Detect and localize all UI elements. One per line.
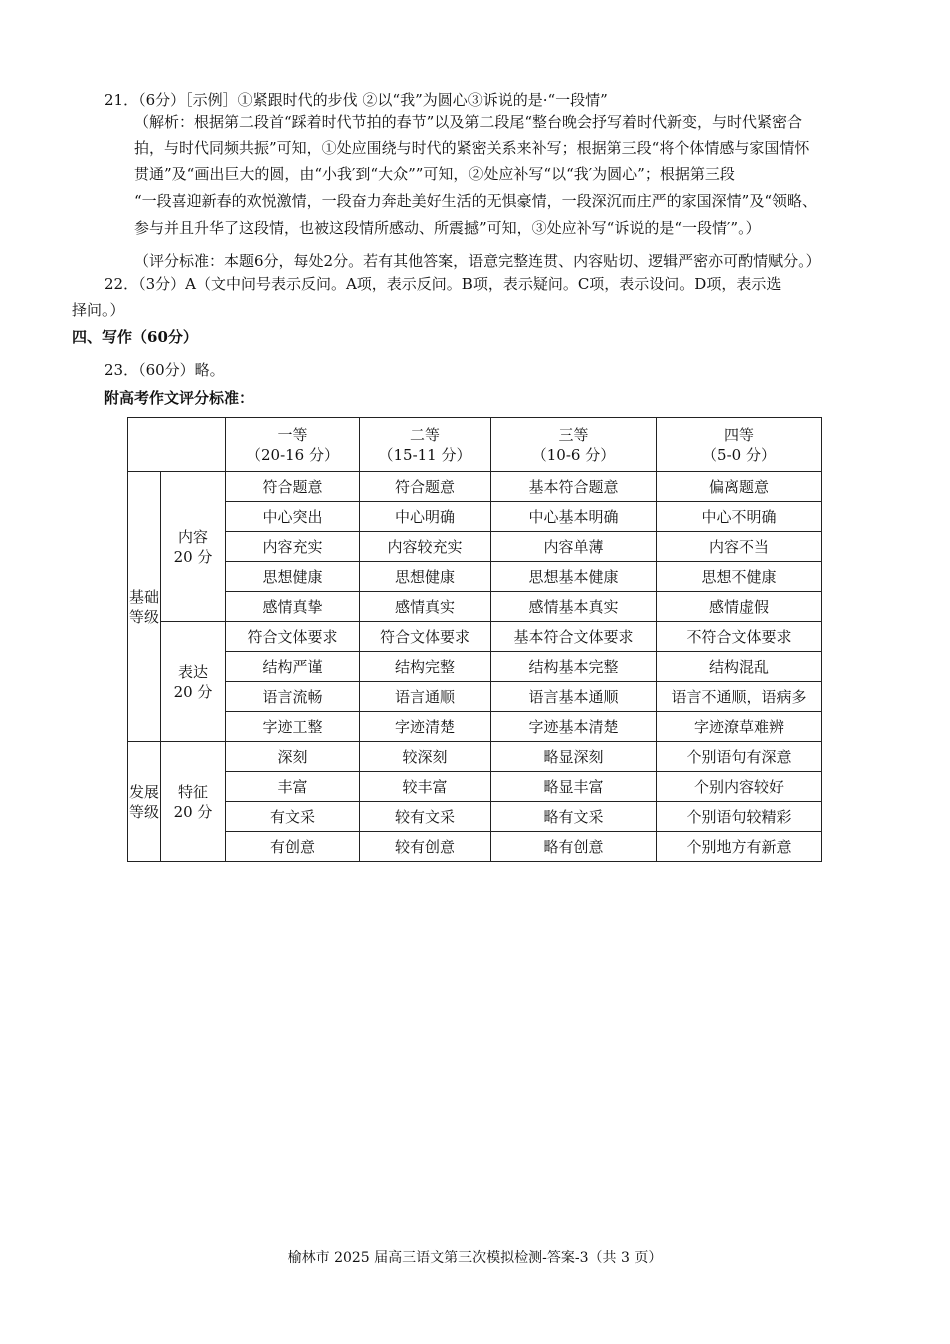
table-cell: 中心基本明确 [491, 502, 657, 532]
header-grade-2: 二等 （15-11 分） [360, 418, 491, 472]
table-cell: 语言流畅 [226, 682, 360, 712]
header-grade-1: 一等 （20-16 分） [226, 418, 360, 472]
table-row [128, 592, 822, 622]
table-cell: 偏离题意 [657, 472, 822, 502]
table-cell: 中心明确 [360, 502, 491, 532]
table-cell: 感情基本真实 [491, 592, 657, 622]
table-row [128, 472, 822, 502]
q21-analysis-line-5: 参与并且升华了这段情，也被这段情所感动、所震撼”可知，③处应补写“诉说的是“一段情′”。） [134, 219, 761, 237]
table-cell: 略有创意 [491, 832, 657, 862]
table-cell: 结构混乱 [657, 652, 822, 682]
table-cell: 语言通顺 [360, 682, 491, 712]
feature-category-cell: 特征 20 分 [161, 742, 226, 862]
table-cell: 符合文体要求 [226, 622, 360, 652]
table-row [128, 832, 822, 862]
level-dev-cell: 发展等级 [128, 742, 161, 862]
table-cell: 语言基本通顺 [491, 682, 657, 712]
table-cell: 略有文采 [491, 802, 657, 832]
table-cell: 字迹清楚 [360, 712, 491, 742]
table-cell: 基本符合文体要求 [491, 622, 657, 652]
table-cell: 思想健康 [360, 562, 491, 592]
section-4-title: 四、写作（60分） [72, 328, 198, 346]
q23-text: 23．（60分）略。 [104, 361, 225, 379]
table-cell: 字迹潦草难辨 [657, 712, 822, 742]
table-cell: 结构严谨 [226, 652, 360, 682]
table-cell: 较有创意 [360, 832, 491, 862]
table-cell: 不符合文体要求 [657, 622, 822, 652]
table-cell: 结构基本完整 [491, 652, 657, 682]
q21-analysis-line-2: 拍，与时代同频共振”可知，①处应围绕与时代的紧密关系来补写；根据第三段“将个体情感与家国情怀 [134, 139, 810, 157]
q21-analysis-line-4: “一段喜迎新春的欢悦激情，一段奋力奔赴美好生活的无惧豪情，一段深沉而庄严的家国深情”及“领略、 [134, 192, 818, 210]
q22-line-1: 22．（3分）A（文中问号表示反问。A项，表示反问。B项，表示疑问。C项，表示设问。D项，表示选 [104, 275, 782, 293]
table-row [128, 562, 822, 592]
table-row [128, 772, 822, 802]
table-cell: 内容不当 [657, 532, 822, 562]
table-cell: 结构完整 [360, 652, 491, 682]
table-cell: 较深刻 [360, 742, 491, 772]
header-grade-4: 四等 （5-0 分） [657, 418, 822, 472]
table-row [128, 622, 822, 652]
table-cell: 个别内容较好 [657, 772, 822, 802]
table-cell: 内容较充实 [360, 532, 491, 562]
table-cell: 略显丰富 [491, 772, 657, 802]
table-cell: 语言不通顺，语病多 [657, 682, 822, 712]
table-cell: 符合题意 [226, 472, 360, 502]
table-cell: 字迹工整 [226, 712, 360, 742]
table-cell: 感情虚假 [657, 592, 822, 622]
expression-category-cell: 表达 20 分 [161, 622, 226, 742]
q22-line-2: 择问。） [72, 301, 125, 319]
table-cell: 个别语句有深意 [657, 742, 822, 772]
q21-criteria: （评分标准：本题6分，每处2分。若有其他答案，语意完整连贯、内容贴切、逻辑严密亦可酌情赋分。） [134, 252, 821, 270]
table-cell: 符合题意 [360, 472, 491, 502]
table-cell: 个别地方有新意 [657, 832, 822, 862]
table-cell: 思想不健康 [657, 562, 822, 592]
table-cell: 思想基本健康 [491, 562, 657, 592]
table-cell: 个别语句较精彩 [657, 802, 822, 832]
table-cell: 字迹基本清楚 [491, 712, 657, 742]
scoring-table-title: 附高考作文评分标准： [104, 389, 255, 407]
q21-analysis-line-3: 贯通”及“画出巨大的圆，由“小我′到“大众””可知，②处应补写“以“我′为圆心”；根据第三段 [134, 165, 735, 183]
table-row [128, 712, 822, 742]
header-blank-cell [128, 418, 226, 472]
page-footer: 榆林市 2025 届高三语文第三次模拟检测-答案-3（共 3 页） [287, 1250, 663, 1266]
table-cell: 较丰富 [360, 772, 491, 802]
table-header-row [128, 418, 822, 472]
q21-heading: 21．（6分）［示例］①紧跟时代的步伐 ②以“我”为圆心③诉说的是·“一段情” [104, 91, 608, 109]
table-cell: 略显深刻 [491, 742, 657, 772]
table-cell: 思想健康 [226, 562, 360, 592]
table-row [128, 652, 822, 682]
table-row [128, 502, 822, 532]
table-cell: 丰富 [226, 772, 360, 802]
table-row [128, 532, 822, 562]
table-row [128, 802, 822, 832]
q21-analysis-line-1: （解析：根据第二段首“踩着时代节拍的春节”以及第二段尾“整台晚会抒写着时代新变，与时代紧密合 [134, 113, 803, 131]
level-basic-cell: 基础等级 [128, 472, 161, 742]
table-cell: 感情真挚 [226, 592, 360, 622]
table-cell: 符合文体要求 [360, 622, 491, 652]
table-cell: 有创意 [226, 832, 360, 862]
table-row [128, 742, 822, 772]
table-cell: 感情真实 [360, 592, 491, 622]
table-cell: 较有文采 [360, 802, 491, 832]
table-cell: 中心不明确 [657, 502, 822, 532]
table-cell: 有文采 [226, 802, 360, 832]
content-category-cell: 内容 20 分 [161, 472, 226, 622]
essay-scoring-table [127, 417, 822, 862]
table-cell: 内容充实 [226, 532, 360, 562]
table-cell: 内容单薄 [491, 532, 657, 562]
table-cell: 基本符合题意 [491, 472, 657, 502]
header-grade-3: 三等 （10-6 分） [491, 418, 657, 472]
table-cell: 中心突出 [226, 502, 360, 532]
table-row [128, 682, 822, 712]
table-cell: 深刻 [226, 742, 360, 772]
